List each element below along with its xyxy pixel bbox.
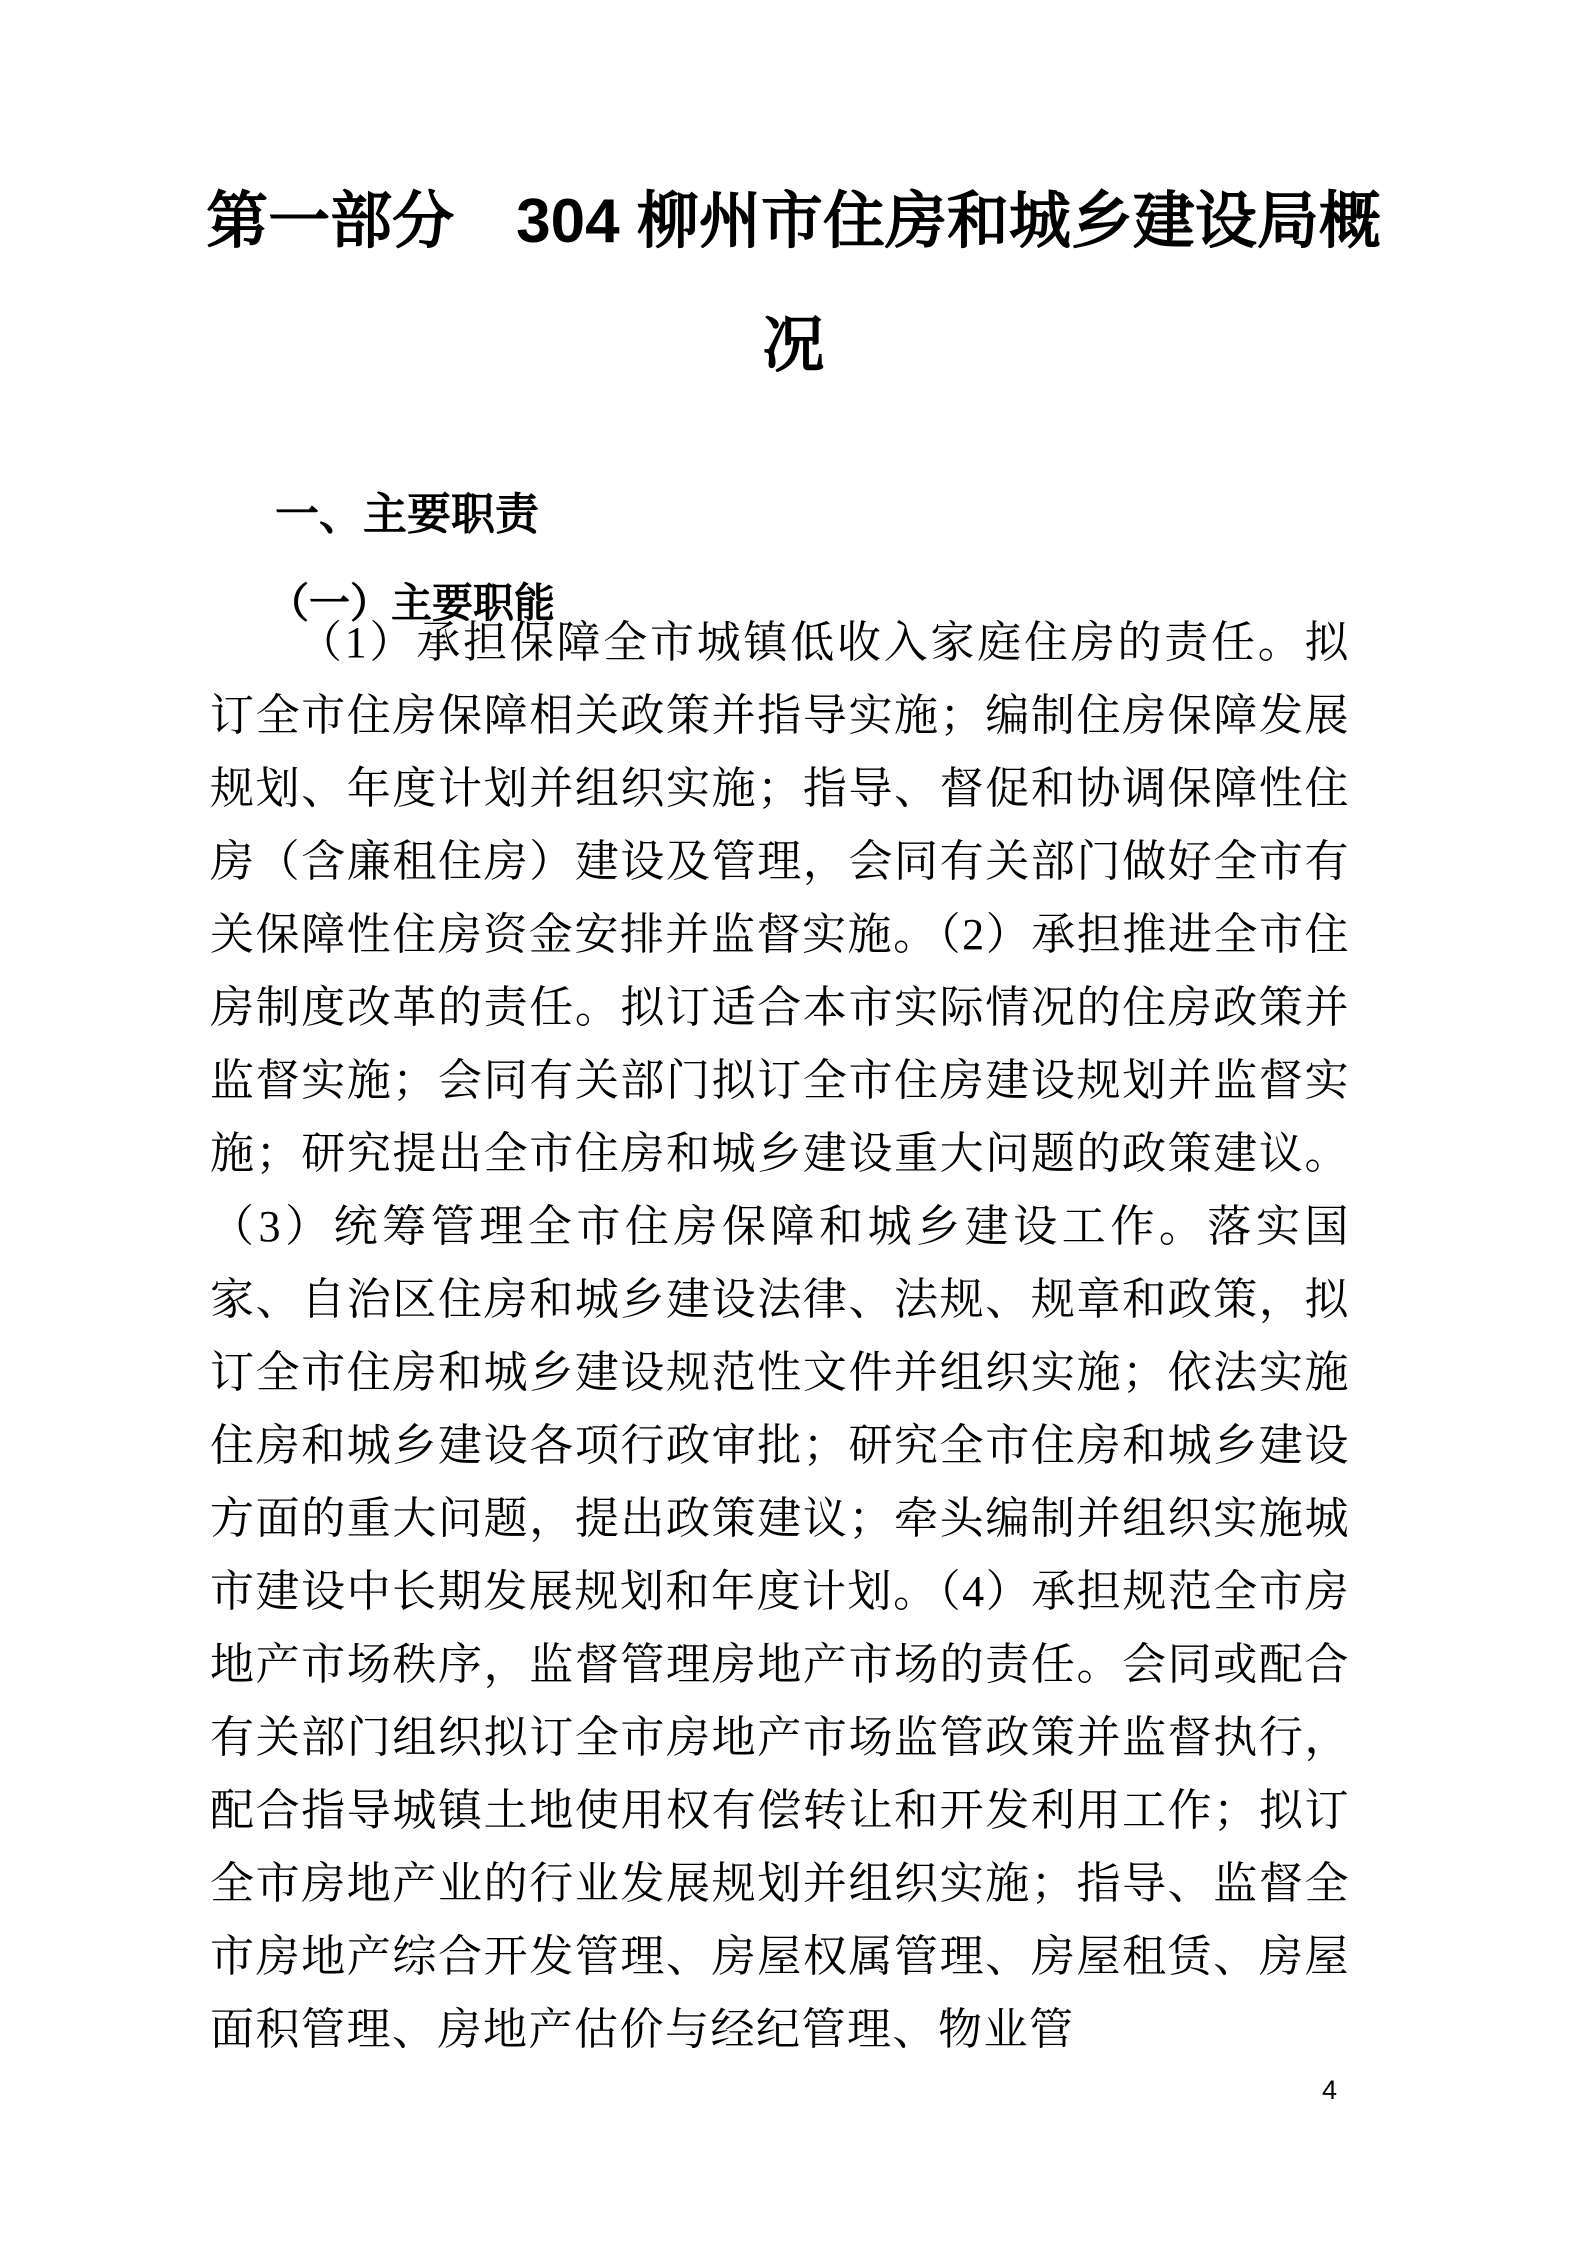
document-title-line1: 第一部分 304 柳州市住房和城乡建设局概 xyxy=(206,186,1381,256)
document-title-line2: 况 xyxy=(762,310,825,380)
page-number: 4 xyxy=(1322,2075,1338,2105)
body-paragraph: （1）承担保障全市城镇低收入家庭住房的责任。拟订全市住房保障相关政策并指导实施；编制住房保障发展规划、年度计划并组织实施；指导、督促和协调保障性住房（含廉租住房）建设及管理，会同有关部门做好全市有关保障性住房资金安排并监督实施。（2）承担推进全市住房制度改革的责任。拟订适合本市实际情况的住房政策并监督实施；会同有关部门拟订全市住房建设规划并监督实施；研究提出全市住房和城乡建设重大问题的政策建议。（3）统筹管理全市住房保障和城乡建设工作。落实国家、自治区住房和城乡建设法律、法规、规章和政策，拟订全市住房和城乡建设规范性文件并组织实施；依法实施住房和城乡建设各项行政审批；研究全市住房和城乡建设方面的重大问题，提出政策建议；牵头编制并组织实施城市建设中长期发展规划和年度计划。（4）承担规范全市房地产市场秩序，监督管理房地产市场的责任。会同或配合有关部门组织拟订全市房地产市场监管政策并监督执行，配合指导城镇土地使用权有偿转让和开发利用工作；拟订全市房地产业的行业发展规划并组织实施；指导、监督全市房地产综合开发管理、房屋权属管理、房屋租赁、房屋面积管理、房地产估价与经纪管理、物业管 xyxy=(210,618,1350,2054)
section-heading-main-duties: 一、主要职责 xyxy=(275,489,539,539)
document-title xyxy=(170,160,1417,408)
subsection-heading-main-functions: （一）主要职能 xyxy=(268,580,555,626)
